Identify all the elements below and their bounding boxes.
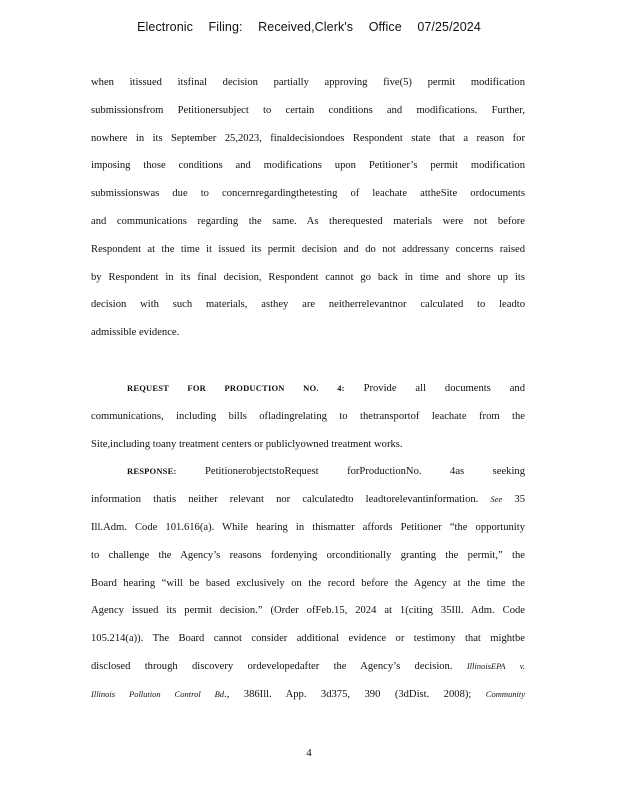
text-line: Site,including toany treatment centers or publiclyowned treatment works. [91, 438, 403, 450]
citation-reporter: ., 386Ill. App. 3d375, 390 (3dDist. 2008); [224, 688, 472, 700]
response-line-2-end: 35 [514, 494, 526, 506]
text-line: admissible evidence. [91, 327, 180, 339]
case-name: Illinois Pollution Control Bd [91, 688, 225, 699]
text-line: when itissued itsfinal decision partially approving five(5) permit modification [91, 77, 525, 88]
response-label: RESPONSE: [127, 466, 177, 477]
response-line-9 [91, 681, 525, 709]
paragraph-argument [91, 69, 525, 347]
response-line-2 [91, 486, 525, 514]
request-text: Provide all documents and [363, 382, 525, 394]
response-first-line [91, 458, 525, 486]
response-text: PetitionerobjectstoRequest forProductionNo. 4as seeking [205, 466, 525, 478]
response-line-8 [91, 653, 525, 681]
case-name: Community [485, 688, 525, 699]
paragraph-gap [91, 347, 525, 375]
text-line: by Respondent in its final decision, Respondent cannot go back in time and shore up its [91, 271, 525, 283]
text-line: imposing those conditions and modifications upon Petitioner’s permit modification [91, 160, 525, 172]
response-line-8-text: disclosed through discovery ordevelopedafter the Agency’s decision. [91, 660, 453, 672]
text-line: submissionswas due to concernregardingthetesting of leachate attheSite ordocuments [91, 188, 525, 200]
request-label: REQUEST FOR PRODUCTION NO. 4: [127, 382, 345, 393]
response-line-2-text: information thatis neither relevant nor calculatedto leadtorelevantinformation. [91, 494, 479, 506]
text-line: and communications regarding the same. As therequested materials were not before [91, 215, 525, 227]
citation-signal: See [490, 494, 503, 505]
page-number: 4 [306, 747, 312, 759]
text-line: Board hearing “will be based exclusively on the record before the Agency at the time the [91, 577, 525, 589]
case-name: IllinoisEPA [466, 660, 506, 671]
text-line: submissionsfrom Petitionersubject to certain conditions and modifications. Further, [91, 104, 525, 116]
efiling-header: Electronic Filing: Received,Clerk's Office 07/25/2024 [137, 20, 481, 34]
text-line: Agency issued its permit decision.” (Order ofFeb.15, 2024 at 1(citing 35Ill. Adm. Code [91, 605, 525, 617]
response-paragraph [91, 458, 525, 708]
text-line: decision with such materials, asthey are neitherrelevantnor calculated to leadto [91, 299, 525, 311]
case-versus: v. [519, 660, 525, 671]
text-line: to challenge the Agency’s reasons fordenying orconditionally granting the permit,” the [91, 549, 525, 561]
text-line: nowhere in its September 25,2023, finaldecisiondoes Respondent state that a reason for [91, 132, 525, 144]
document-body [91, 69, 525, 709]
text-line: 105.214(a)). The Board cannot consider additional evidence or testimony that mightbe [91, 633, 525, 645]
request-first-line [91, 375, 525, 403]
request-for-production [91, 375, 525, 458]
text-line: Respondent at the time it issued its permit decision and do not addressany concerns raised [91, 243, 525, 255]
text-line: communications, including bills ofladingrelating to thetransportof leachate from the [91, 410, 525, 422]
text-line: Ill.Adm. Code 101.616(a). While hearing in thismatter affords Petitioner “the opportunity [91, 521, 525, 533]
